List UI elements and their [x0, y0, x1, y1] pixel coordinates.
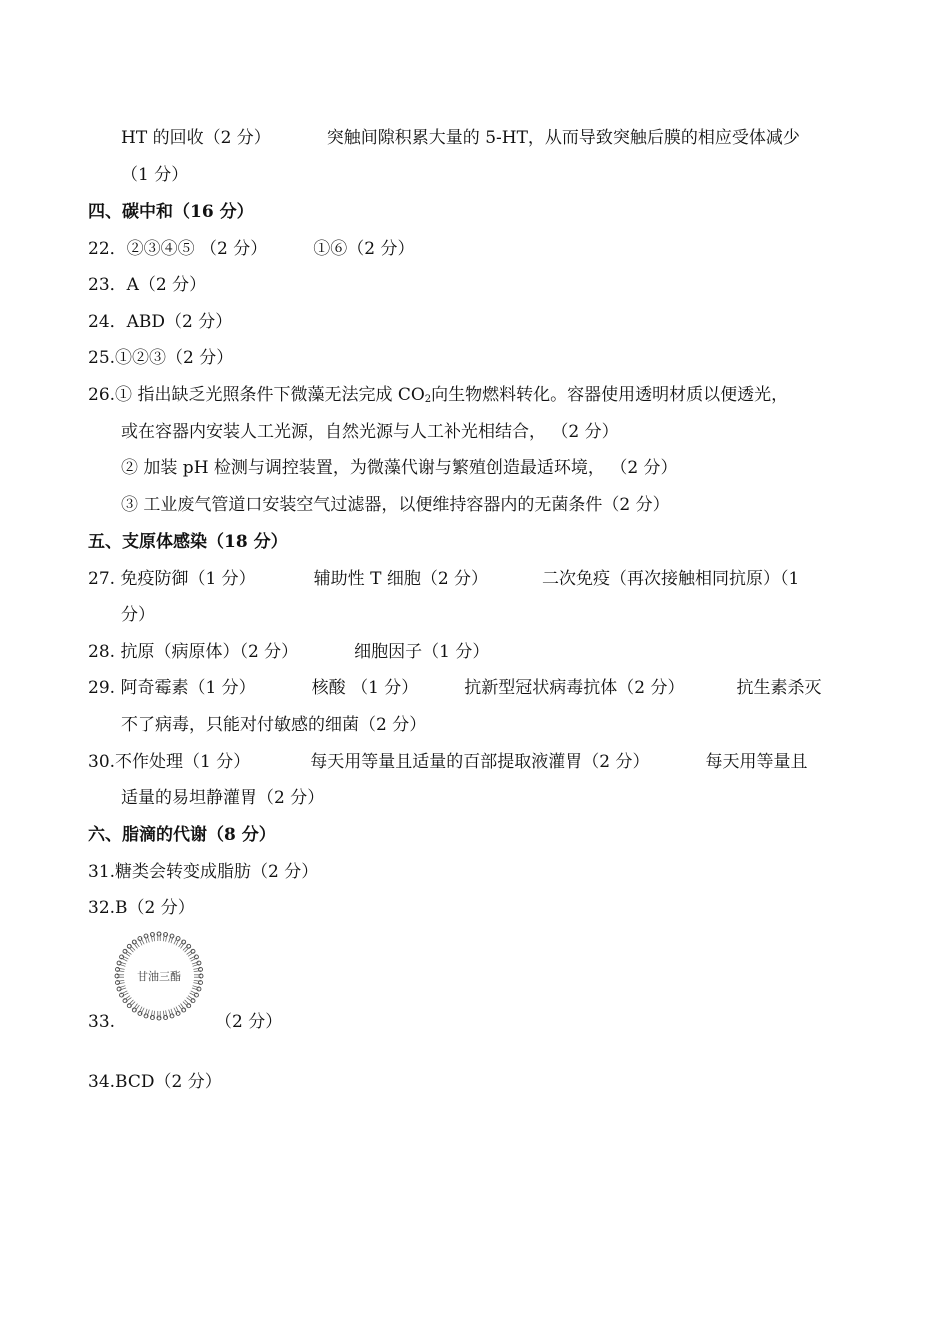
answer-text: 抗新型冠状病毒抗体（2 分） — [464, 678, 685, 698]
answer-text: 核酸 （1 分） — [311, 678, 419, 698]
phospholipid-tail — [193, 968, 200, 969]
answer-text: 辅助性 T 细胞（2 分） — [313, 569, 489, 589]
answer-text: 26.① 指出缺乏光照条件下微藻无法完成 CO — [88, 385, 425, 405]
answer-text: 每天用等量且适量的百部提取液灌胃（2 分） — [310, 752, 650, 772]
phospholipid-tail — [121, 958, 127, 961]
answer-29 — [88, 676, 822, 700]
answer-28 — [88, 640, 489, 664]
continuation-line-2: （1 分） — [121, 165, 189, 185]
answer-text: 突触间隙积累大量的 5-HT，从而导致突触后膜的相应受体减少 — [326, 128, 800, 148]
answer-text: 细胞因子（1 分） — [354, 642, 490, 662]
answer-text: （2 分） — [215, 1012, 283, 1032]
triglyceride-label: 甘油三酯 — [137, 970, 181, 983]
phospholipid-tail — [119, 962, 126, 964]
answer-27 — [88, 567, 799, 591]
phospholipid-tail — [191, 991, 197, 994]
subscript: 2 — [424, 394, 432, 405]
answer-26-line-1 — [88, 383, 788, 412]
phospholipid-tail — [118, 983, 125, 984]
phospholipid-tail — [119, 988, 126, 990]
answer-24: 24．ABD（2 分） — [88, 312, 233, 332]
answer-text: 二次免疫（再次接触相同抗原）（1 — [542, 569, 800, 589]
section-heading-4: 四、碳中和（16 分） — [88, 202, 254, 222]
answer-29-cont: 不了病毒，只能对付敏感的细菌（2 分） — [121, 715, 427, 735]
answer-text: 33. — [88, 1012, 116, 1032]
answer-34: 34.BCD（2 分） — [88, 1072, 222, 1092]
phospholipid-tail — [191, 958, 197, 961]
section-heading-6: 六、脂滴的代谢（8 分） — [88, 825, 276, 845]
phospholipid-tail — [174, 938, 177, 944]
answer-text: ①⑥（2 分） — [313, 239, 415, 259]
answer-30 — [88, 750, 808, 774]
answer-text: 28. 抗原（病原体）（2 分） — [88, 642, 299, 662]
answer-26-line-2: 或在容器内安装人工光源，自然光源与人工补光相结合， （2 分） — [121, 422, 619, 442]
answer-25: 25.①②③（2 分） — [88, 348, 234, 368]
answer-22 — [88, 237, 415, 261]
answer-26-line-4: ③ 工业废气管道口安装空气过滤器，以便维持容器内的无菌条件（2 分） — [121, 495, 670, 515]
phospholipid-tail — [145, 936, 147, 943]
answer-26-line-3: ② 加装 pH 检测与调控装置，为微藻代谢与繁殖创造最适环境， （2 分） — [121, 458, 678, 478]
section-heading-5: 五、支原体感染（18 分） — [88, 532, 288, 552]
phospholipid-tail — [118, 968, 125, 969]
phospholipid-tail — [171, 936, 173, 943]
answer-text: 抗生素杀灭 — [736, 678, 822, 698]
phospholipid-tail — [192, 988, 199, 990]
answer-33 — [88, 1010, 282, 1034]
answer-text: 29. 阿奇霉素（1 分） — [88, 678, 256, 698]
continuation-line-1 — [121, 126, 800, 150]
answer-text: HT 的回收（2 分） — [121, 128, 271, 148]
answer-text: 22．②③④⑤ （2 分） — [88, 239, 268, 259]
answer-32: 32.B（2 分） — [88, 898, 195, 918]
phospholipid-tail — [141, 938, 144, 944]
answer-text: 每天用等量且 — [705, 752, 808, 772]
phospholipid-tail — [166, 935, 167, 942]
answer-23: 23．A（2 分） — [88, 275, 207, 295]
answer-text: 27. 免疫防御（1 分） — [88, 569, 256, 589]
answer-31: 31.糖类会转变成脂肪（2 分） — [88, 862, 319, 882]
phospholipid-tail — [192, 962, 199, 964]
phospholipid-tail — [193, 983, 200, 984]
answer-text: 向生物燃料转化。容器使用透明材质以便透光， — [431, 385, 789, 405]
answer-text: 30.不作处理（1 分） — [88, 752, 251, 772]
phospholipid-tail — [151, 935, 152, 942]
answer-27-cont: 分） — [121, 605, 155, 625]
answer-30-cont: 适量的易坦静灌胃（2 分） — [121, 788, 325, 808]
phospholipid-tail — [121, 991, 127, 994]
